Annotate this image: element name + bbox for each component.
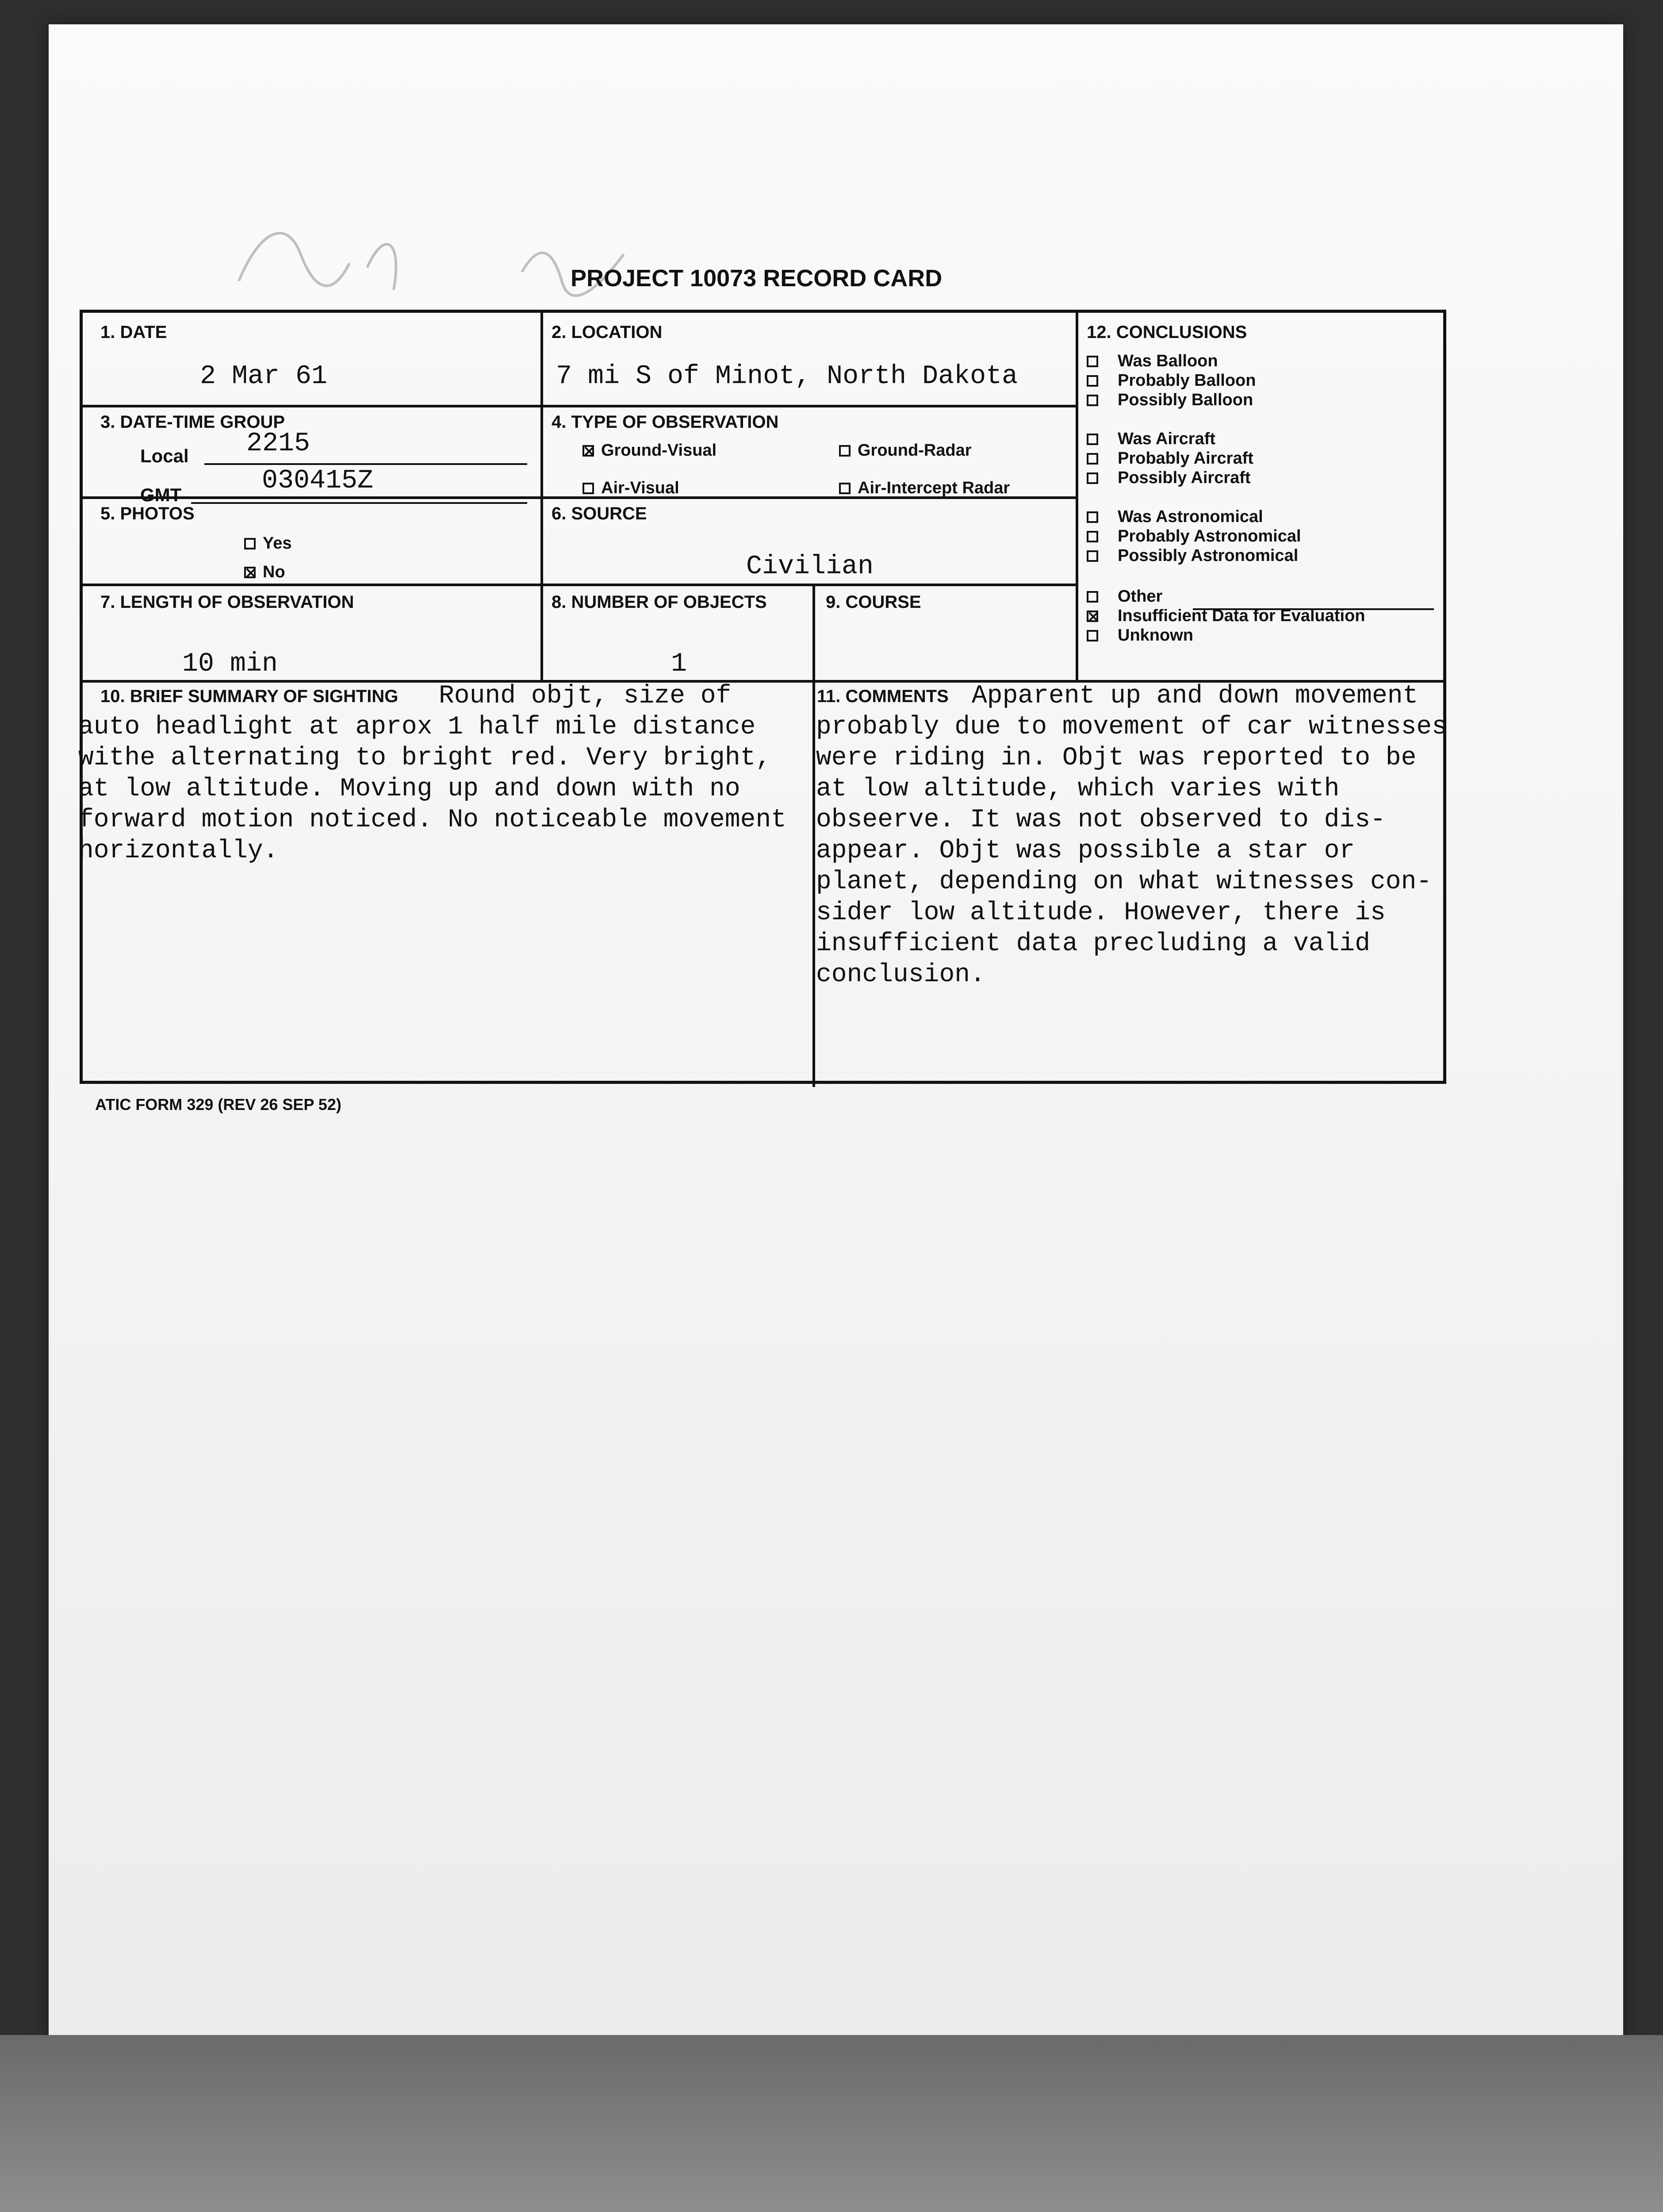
summary-line: auto headlight at aprox 1 half mile distance bbox=[78, 713, 756, 741]
dtg-local-value: 2215 bbox=[246, 429, 310, 459]
dtg-local-label: Local bbox=[140, 445, 189, 466]
checkbox-icon[interactable] bbox=[1087, 511, 1098, 523]
date-label: 1. DATE bbox=[100, 323, 167, 342]
checkbox-icon[interactable] bbox=[582, 483, 594, 494]
number-of-objects-label: 8. NUMBER OF OBJECTS bbox=[552, 592, 767, 612]
checkbox-icon[interactable] bbox=[244, 538, 256, 549]
summary-line: Round objt, size of bbox=[439, 682, 732, 710]
conclusion-insufficient-data[interactable]: Insufficient Data for Evaluation bbox=[1087, 607, 1365, 626]
checkbox-icon[interactable] bbox=[1087, 453, 1098, 465]
checkbox-icon[interactable] bbox=[1087, 591, 1098, 603]
checkbox-icon[interactable] bbox=[582, 445, 594, 457]
option-ground-radar[interactable]: Ground-Radar bbox=[839, 441, 972, 460]
card-title: PROJECT 10073 RECORD CARD bbox=[571, 265, 943, 292]
comments-line: Apparent up and down movement bbox=[972, 682, 1418, 710]
option-air-visual[interactable]: Air-Visual bbox=[582, 479, 679, 498]
checkbox-icon[interactable] bbox=[244, 567, 256, 578]
option-ground-visual[interactable]: Ground-Visual bbox=[582, 441, 717, 460]
conclusion-was-aircraft[interactable]: Was Aircraft bbox=[1087, 430, 1215, 449]
comments-line: appear. Objt was possible a star or bbox=[816, 837, 1355, 865]
comments-line: were riding in. Objt was reported to be bbox=[816, 744, 1417, 772]
option-photos-yes[interactable]: Yes bbox=[244, 534, 292, 553]
conclusion-probably-astronomical[interactable]: Probably Astronomical bbox=[1087, 527, 1301, 546]
form-identifier: ATIC FORM 329 (REV 26 SEP 52) bbox=[95, 1095, 341, 1114]
summary-line: withe alternating to bright red. Very bright, bbox=[78, 744, 771, 772]
course-label: 9. COURSE bbox=[826, 592, 921, 612]
option-photos-no[interactable]: No bbox=[244, 563, 285, 582]
conclusions-label: 12. CONCLUSIONS bbox=[1087, 323, 1247, 342]
source-value: Civilian bbox=[746, 552, 874, 582]
summary-line: forward motion noticed. No noticeable movement bbox=[78, 806, 787, 834]
source-label: 6. SOURCE bbox=[552, 504, 647, 523]
date-value: 2 Mar 61 bbox=[200, 361, 328, 392]
checkbox-icon[interactable] bbox=[839, 445, 851, 457]
comments-line: planet, depending on what witnesses con- bbox=[816, 868, 1432, 896]
dtg-gmt-label: GMT bbox=[140, 484, 182, 505]
photos-label: 5. PHOTOS bbox=[100, 504, 195, 523]
comments-line: conclusion. bbox=[816, 960, 985, 989]
number-of-objects-value: 1 bbox=[671, 649, 687, 679]
location-value: 7 mi S of Minot, North Dakota bbox=[556, 361, 1018, 392]
conclusion-was-astronomical[interactable]: Was Astronomical bbox=[1087, 507, 1263, 526]
conclusion-probably-aircraft[interactable]: Probably Aircraft bbox=[1087, 449, 1253, 468]
conclusion-unknown[interactable]: Unknown bbox=[1087, 626, 1193, 645]
location-label: 2. LOCATION bbox=[552, 323, 663, 342]
underlying-page bbox=[0, 2035, 1663, 2212]
conclusion-possibly-balloon[interactable]: Possibly Balloon bbox=[1087, 391, 1253, 410]
conclusion-probably-balloon[interactable]: Probably Balloon bbox=[1087, 371, 1256, 390]
comments-line: obseerve. It was not observed to dis- bbox=[816, 806, 1386, 834]
comments-line: at low altitude, which varies with bbox=[816, 775, 1340, 803]
comments-line: insufficient data precluding a valid bbox=[816, 929, 1371, 958]
checkbox-icon[interactable] bbox=[1087, 472, 1098, 484]
conclusion-other[interactable]: Other bbox=[1087, 587, 1162, 606]
checkbox-icon[interactable] bbox=[1087, 611, 1098, 622]
option-air-intercept-radar[interactable]: Air-Intercept Radar bbox=[839, 479, 1010, 498]
comments-label: 11. COMMENTS bbox=[817, 687, 949, 706]
summary-line: at low altitude. Moving up and down with no bbox=[78, 775, 740, 803]
checkbox-icon[interactable] bbox=[1087, 531, 1098, 542]
conclusion-was-balloon[interactable]: Was Balloon bbox=[1087, 352, 1218, 371]
checkbox-icon[interactable] bbox=[1087, 375, 1098, 387]
handwritten-scribble bbox=[234, 201, 632, 316]
length-label: 7. LENGTH OF OBSERVATION bbox=[100, 592, 354, 612]
summary-label: 10. BRIEF SUMMARY OF SIGHTING bbox=[100, 687, 399, 706]
checkbox-icon[interactable] bbox=[1087, 550, 1098, 562]
checkbox-icon[interactable] bbox=[1087, 395, 1098, 406]
record-card bbox=[80, 310, 1446, 1084]
checkbox-icon[interactable] bbox=[1087, 434, 1098, 445]
observation-type-label: 4. TYPE OF OBSERVATION bbox=[552, 412, 779, 432]
checkbox-icon[interactable] bbox=[839, 483, 851, 494]
length-value: 10 min bbox=[182, 649, 278, 679]
comments-line: sider low altitude. However, there is bbox=[816, 899, 1386, 927]
comments-line: probably due to movement of car witnesses bbox=[816, 713, 1448, 741]
conclusion-possibly-aircraft[interactable]: Possibly Aircraft bbox=[1087, 469, 1251, 488]
dtg-label: 3. DATE-TIME GROUP bbox=[100, 412, 285, 432]
dtg-gmt-value: 030415Z bbox=[262, 466, 374, 496]
summary-line: horizontally. bbox=[78, 837, 279, 865]
checkbox-icon[interactable] bbox=[1087, 356, 1098, 367]
conclusion-possibly-astronomical[interactable]: Possibly Astronomical bbox=[1087, 546, 1298, 565]
checkbox-icon[interactable] bbox=[1087, 630, 1098, 641]
